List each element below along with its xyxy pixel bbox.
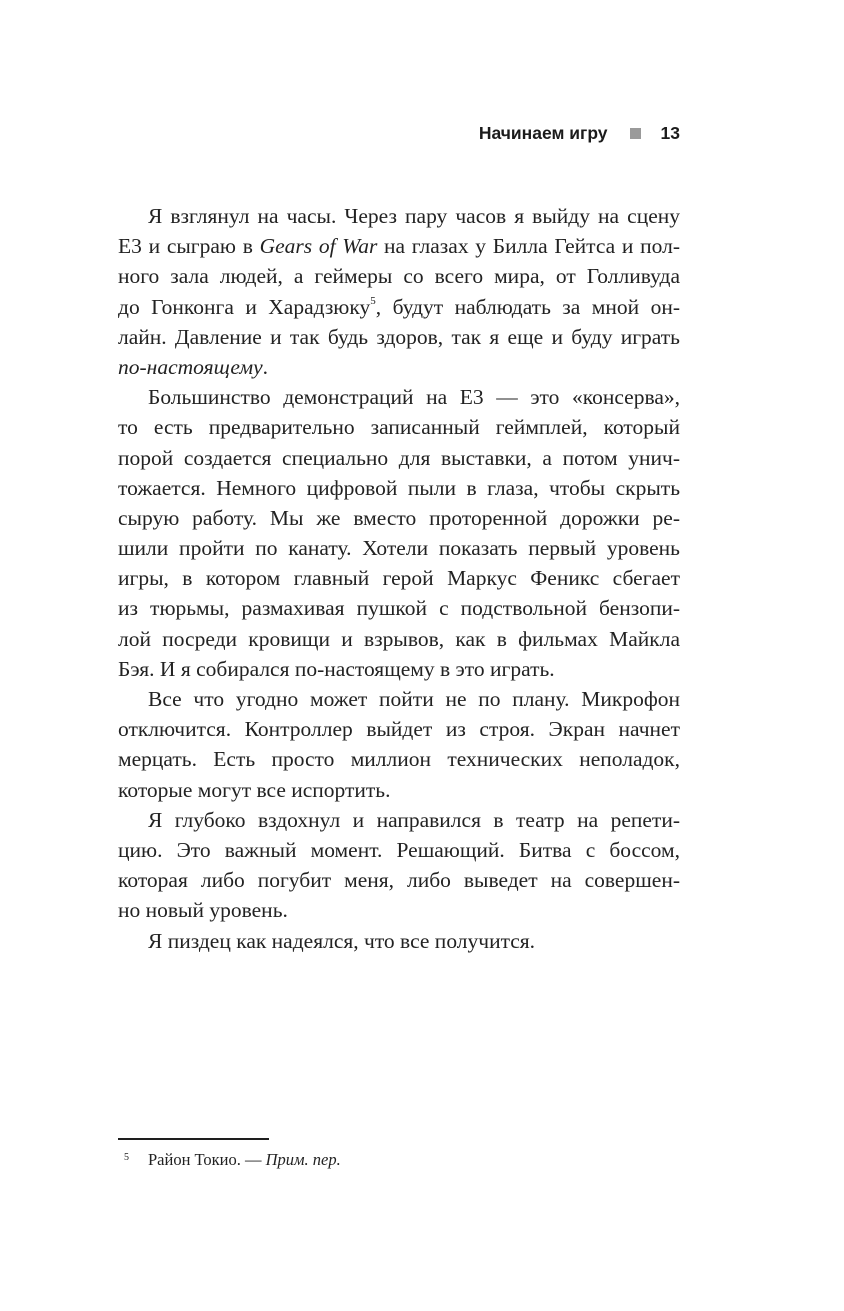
- footnote-divider: [118, 1138, 269, 1140]
- chapter-title: Начинаем игру: [478, 123, 608, 143]
- square-bullet-icon: [630, 128, 641, 139]
- text-line: тожается. Немного цифровой пыли в глаза, чтобы скрыть: [118, 475, 680, 500]
- text-line: игры, в котором главный герой Маркус Феникс сбегает: [118, 566, 680, 591]
- page-number: 13: [660, 123, 680, 143]
- text-span: E3 и сыграю в: [118, 234, 260, 259]
- text-line: которая либо погубит меня, либо выведет на совершен-: [118, 868, 680, 893]
- text-line: Большинство демонстраций на E3 — это «консерва»,: [148, 385, 680, 410]
- footnote-reference: 5: [370, 295, 376, 308]
- text-line: которые могут все испортить.: [118, 777, 391, 802]
- text-line: отключится. Контроллер выйдет из строя. Экран начнет: [118, 717, 680, 742]
- text-line: из тюрьмы, размахивая пушкой с подствольной бензопи-: [118, 596, 680, 621]
- text-line: Я взглянул на часы. Через пару часов я выйду на сцену: [148, 204, 680, 228]
- game-title: Gears of War: [259, 234, 378, 259]
- text-line: мерцать. Есть просто миллион технических неполадок,: [118, 747, 680, 772]
- footnote-mark: 5: [124, 1152, 129, 1163]
- text-line: сырую работу. Мы же вместо проторенной дорожки ре-: [118, 505, 680, 530]
- text-span: на глазах у Билла Гейтса и пол-: [377, 234, 680, 259]
- footnote: [118, 1145, 680, 1173]
- text-line: то есть предварительно записанный геймплей, который: [118, 415, 680, 440]
- text-span: , будут наблюдать за мной он-: [375, 294, 680, 319]
- text-line: шили пройти по канату. Хотели показать первый уровень: [118, 536, 680, 561]
- body-text: [118, 201, 680, 956]
- text-line: лой посреди кровищи и взрывов, как в фильмах Майкла: [118, 626, 680, 651]
- footnote-note: Прим. пер.: [265, 1150, 341, 1169]
- text-line: но новый уровень.: [118, 898, 288, 923]
- text-line: лайн. Давление и так будь здоров, так я еще и буду играть: [118, 324, 680, 349]
- text-line: Я пиздец как надеялся, что все получится.: [148, 928, 536, 953]
- text-line: Все что угодно может пойти не по плану. Микрофон: [148, 687, 680, 711]
- text-line: [118, 231, 680, 261]
- text-line: [118, 352, 680, 382]
- running-head: [118, 121, 680, 145]
- text-span: до Гонконга и Харадзюку: [118, 294, 371, 319]
- text-line: ного зала людей, а геймеры со всего мира, от Голливуда: [118, 264, 680, 289]
- text-line: Я глубоко вздохнул и направился в театр на репети-: [148, 807, 680, 832]
- text-line: порой создается специально для выставки, а потом унич-: [118, 445, 680, 470]
- text-span: .: [262, 354, 269, 379]
- footnote-text: Район Токио. —: [148, 1150, 266, 1169]
- text-line: [118, 292, 680, 322]
- text-line: цию. Это важный момент. Решающий. Битва с боссом,: [118, 837, 680, 862]
- emphasis: по-настоящему: [118, 354, 263, 379]
- text-line: Бэя. И я собирался по-настоящему в это играть.: [118, 656, 555, 681]
